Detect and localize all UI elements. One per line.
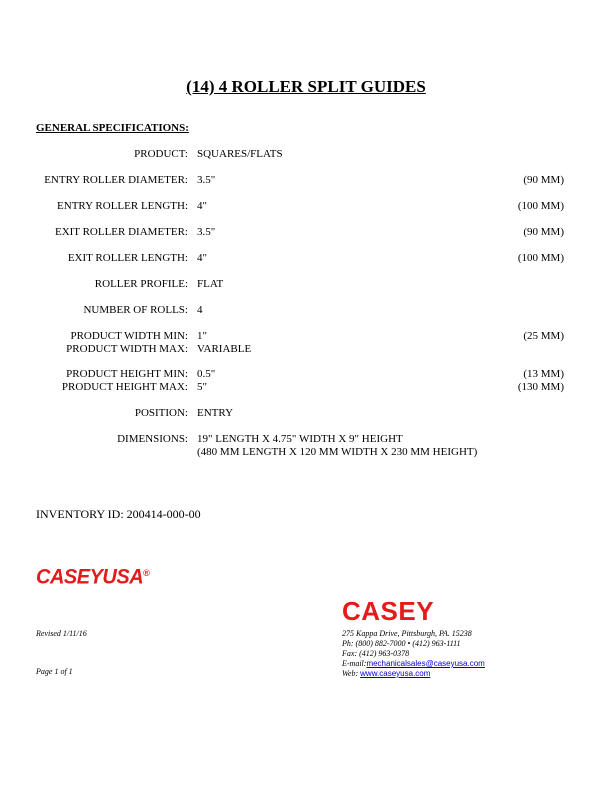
spec-metric: (90 MM) bbox=[523, 226, 564, 238]
spec-value: ENTRY bbox=[197, 407, 234, 419]
spec-label: ROLLER PROFILE: bbox=[94, 278, 188, 290]
web-link[interactable]: www.caseyusa.com bbox=[360, 669, 431, 678]
phone-line: Ph: (800) 882-7000 • (412) 963-1111 bbox=[342, 639, 461, 648]
spec-value: 3.5" bbox=[197, 174, 216, 186]
spec-value: 1" bbox=[197, 330, 207, 342]
spec-metric: (25 MM) bbox=[523, 330, 564, 342]
casey-logo: CASEY bbox=[342, 596, 435, 626]
logo-text: CASEYUSA bbox=[36, 565, 144, 589]
spec-value: 4" bbox=[197, 200, 207, 212]
spec-metric: (13 MM) bbox=[523, 368, 564, 380]
spec-value: 0.5" bbox=[197, 368, 216, 380]
page-number: Page 1 of 1 bbox=[36, 667, 73, 676]
web-line bbox=[342, 669, 485, 679]
spec-label: DIMENSIONS: bbox=[117, 433, 188, 445]
spec-label: PRODUCT HEIGHT MAX: bbox=[61, 381, 188, 393]
spec-value: 4" bbox=[197, 252, 207, 264]
spec-label: ENTRY ROLLER LENGTH: bbox=[57, 200, 188, 212]
spec-value: 19" LENGTH X 4.75" WIDTH X 9" HEIGHT bbox=[197, 433, 403, 445]
spec-label: EXIT ROLLER DIAMETER: bbox=[54, 226, 188, 238]
email-label: E-mail: bbox=[342, 659, 367, 668]
spec-label: ENTRY ROLLER DIAMETER: bbox=[44, 174, 188, 186]
registered-mark: ® bbox=[143, 567, 150, 579]
spec-label: POSITION: bbox=[134, 407, 188, 419]
spec-metric: (130 MM) bbox=[517, 381, 564, 393]
spec-value: SQUARES/FLATS bbox=[197, 148, 283, 160]
spec-value: 3.5" bbox=[197, 226, 216, 238]
company-address bbox=[342, 629, 485, 679]
inventory-id: INVENTORY ID: 200414-000-00 bbox=[36, 507, 201, 521]
spec-label: EXIT ROLLER LENGTH: bbox=[67, 252, 188, 264]
fax-line: Fax: (412) 963-0378 bbox=[342, 649, 410, 658]
spec-value: 4 bbox=[197, 304, 203, 316]
section-heading: GENERAL SPECIFICATIONS: bbox=[36, 122, 189, 134]
spec-label: NUMBER OF ROLLS: bbox=[83, 304, 188, 316]
spec-label: PRODUCT WIDTH MAX: bbox=[66, 343, 188, 355]
email-link[interactable]: mechanicalsales@caseyusa.com bbox=[366, 659, 485, 668]
street-address: 275 Kappa Drive, Pittsburgh, PA. 15238 bbox=[342, 629, 472, 638]
spec-label: PRODUCT HEIGHT MIN: bbox=[66, 368, 188, 380]
web-label: Web: bbox=[342, 669, 359, 678]
spec-label: PRODUCT WIDTH MIN: bbox=[70, 330, 188, 342]
spec-value: FLAT bbox=[197, 278, 224, 290]
revised-date: Revised 1/11/16 bbox=[36, 629, 87, 638]
spec-metric: (100 MM) bbox=[517, 200, 564, 212]
spec-value: (480 MM LENGTH X 120 MM WIDTH X 230 MM HEIGHT) bbox=[197, 446, 478, 458]
spec-value: 5" bbox=[197, 381, 207, 393]
caseyusa-logo bbox=[36, 565, 149, 589]
spec-label: PRODUCT: bbox=[134, 148, 188, 160]
spec-metric: (90 MM) bbox=[523, 174, 564, 186]
spec-value: VARIABLE bbox=[197, 343, 252, 355]
email-line bbox=[342, 659, 485, 669]
document-title: (14) 4 ROLLER SPLIT GUIDES bbox=[186, 77, 426, 96]
spec-metric: (100 MM) bbox=[517, 252, 564, 264]
